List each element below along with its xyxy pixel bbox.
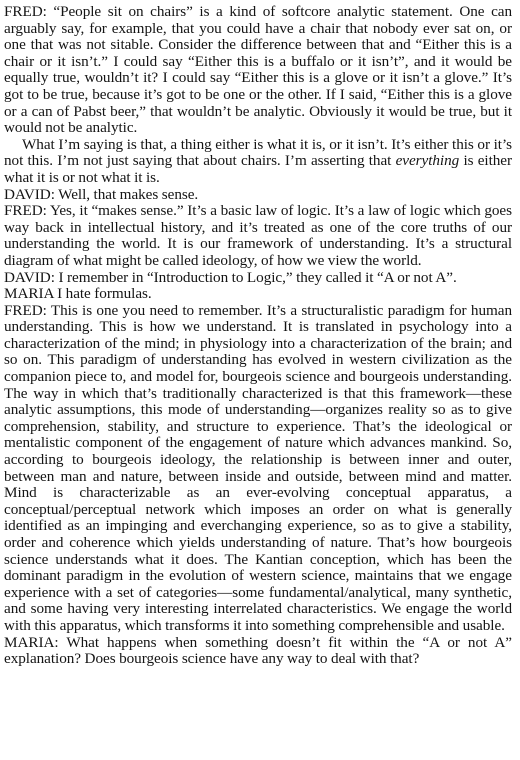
paragraph-text: This is one you need to remember. It’s a structuralistic paradigm for human understanding. This is how we understand. It is translated in psychology into a characterization of the mind; in physiology into a characterization of the brain; and so on. This paradigm of understanding has evolved in western civilization as the companion piece to, and model for, bourgeois science and bourgeois understanding. The way in which that’s traditionally characterized is that this framework—these analytic assumptions, this mode of understanding—organizes reality so as to give comprehension, stability, and structure to experience. That’s the ideological or mentalistic component of the engagement of nature which advances mankind. So, according to bourgeois ideology, the relationship is between inner and outer, between man and nature, between inside and outside, between mind and matter. Mind is characterizable as an ever-evolving conceptual apparatus, a conceptual/perceptual network which imposes an order on what is generally identified as an impinging and everchanging experience, so as to give a stability, order and coherence which yields understanding of nature. That’s how bourgeois science understands what it does. The Kantian conception, which has been the dominant paradigm in the evolution of western science, maintains that we engage experience with a set of categories—some fundamental/analytical, many synthetic, and some having very interesting interrelated characteristics. We engage the world with this apparatus, which transforms it into something comprehensible and usable.: [4, 301, 512, 634]
speaker-label: FRED:: [4, 301, 47, 319]
paragraph-text: I hate formulas.: [53, 285, 152, 303]
paragraph-fred-3: [4, 203, 512, 269]
paragraph-maria-1: [4, 286, 512, 303]
speaker-label: DAVID:: [4, 268, 55, 286]
speaker-label: FRED:: [4, 3, 47, 20]
paragraph-fred-2: [4, 137, 512, 187]
speaker-label: MARIA: [4, 285, 54, 303]
paragraph-text: Yes, it “makes sense.” It’s a basic law of logic. It’s a law of logic which goes way back in intellectual history, and it’s treated as one of the core truths of our understanding the world. It is our framework of understanding. It’s a structural diagram of what might be called ideology, of how we view the world.: [4, 202, 512, 269]
speaker-label: FRED:: [4, 202, 47, 220]
speaker-label: MARIA:: [4, 633, 59, 651]
paragraph-text: What happens when something doesn’t fit within the “A or not A” explanation? Does bourgeois science have any way to deal with that?: [4, 633, 512, 668]
paragraph-text: is either what it is or not what it is.: [4, 152, 512, 186]
emphasis-text: everything: [395, 152, 460, 170]
paragraph-fred-1: [4, 4, 512, 137]
paragraph-fred-4: [4, 303, 512, 635]
paragraph-maria-2: [4, 635, 512, 668]
paragraph-text: I remember in “Introduction to Logic,” they called it “A or not A”.: [54, 268, 457, 286]
paragraph-text: What I’m saying is that, a thing either is what it is, or it isn’t. It’s either this or it’s not this. I’m not just saying that about chairs. I’m asserting that: [4, 135, 512, 170]
paragraph-text: Well, that makes sense.: [54, 185, 199, 203]
speaker-label: DAVID:: [4, 185, 55, 203]
paragraph-david-2: [4, 270, 512, 287]
paragraph-david-1: [4, 187, 512, 204]
paragraph-text: “People sit on chairs” is a kind of softcore analytic statement. One can arguably say, for example, that you could have a chair that nobody ever sat on, or one that was not sitable. Consider the difference between that and “Either this is a chair or it isn’t.” I could say “Either this is a buffalo or it isn’t”, and it would be equally true, wouldn’t it? I could say “Either this is a glove or it isn’t a glove.” It’s got to be true, because it’s got to be one or the other. If I said, “Either this is a glove or a can of Pabst beer,” that wouldn’t be analytic. Obviously it would be true, but it would not be analytic.: [4, 3, 512, 137]
